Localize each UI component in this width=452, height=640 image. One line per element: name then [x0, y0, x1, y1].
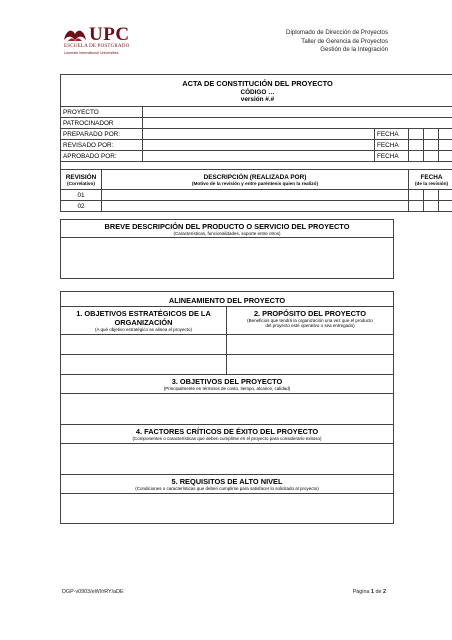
value-preparado[interactable]	[143, 129, 375, 140]
fecha-header-sub: (de la revisión)	[414, 180, 449, 186]
proposito-sub-a: (Beneficios que tendrá la organización una vez que el producto	[247, 318, 373, 323]
objetivos-estrategicos-field-1[interactable]	[61, 335, 227, 354]
fecha-revisado-y[interactable]	[439, 140, 452, 151]
breve-descripcion-title: BREVE DESCRIPCIÓN DEL PRODUCTO O SERVICIO DEL PROYECTO	[104, 222, 350, 231]
acta-version: versión #.#	[240, 95, 275, 103]
page-number: 1	[371, 589, 374, 595]
upc-logo-icon	[62, 26, 88, 44]
label-aprobado: APROBADO POR:	[61, 151, 143, 162]
proposito-sub-b: del proyecto esté operativo o sea entregado)	[265, 323, 355, 328]
fecha-aprobado-y[interactable]	[439, 151, 452, 162]
value-patrocinador[interactable]	[143, 118, 452, 129]
factores-criticos-title: 4. FACTORES CRÍTICOS DE ÉXITO DEL PROYECTO	[135, 427, 319, 436]
value-aprobado[interactable]	[143, 151, 375, 162]
page-label: Página	[352, 589, 370, 595]
breve-descripcion-field[interactable]	[61, 238, 393, 278]
alineamiento-title: ALINEAMIENTO DEL PROYECTO	[168, 296, 286, 305]
revision-02-desc[interactable]	[102, 201, 409, 212]
fecha-aprobado-m[interactable]	[424, 151, 439, 162]
objetivos-proyecto-title: 3. OBJETIVOS DEL PROYECTO	[171, 377, 283, 386]
fecha-preparado-d[interactable]	[409, 129, 424, 140]
label-preparado: PREPARADO POR:	[61, 129, 143, 140]
revision-01: 01	[61, 190, 102, 201]
revision-01-d[interactable]	[409, 190, 424, 201]
factores-criticos-sub: (Componentes o características que deben cumplirse en el proyecto para considerarlo exitoso)	[132, 436, 322, 441]
logo-text: UPC	[89, 24, 130, 45]
desc-header-cell	[102, 170, 409, 190]
rev-header-cell	[61, 170, 102, 190]
alineamiento-header	[61, 292, 393, 307]
page-indicator	[353, 589, 386, 595]
objetivos-estrategicos-header	[61, 307, 227, 334]
header-info	[286, 29, 388, 55]
header-line-2: Taller de Gerencia de Proyectos	[301, 37, 388, 45]
objetivos-proyecto-header	[61, 375, 393, 394]
fecha-revisado-m[interactable]	[424, 140, 439, 151]
fecha-aprobado-d[interactable]	[409, 151, 424, 162]
acta-table	[60, 74, 452, 212]
fecha-preparado-m[interactable]	[424, 129, 439, 140]
rev-header: REVISIÓN	[65, 173, 97, 181]
upc-logo	[62, 24, 142, 56]
header-line-3: Gestión de la Integración	[320, 46, 388, 54]
label-fecha-revisado: FECHA	[375, 140, 409, 151]
revision-01-y[interactable]	[439, 190, 452, 201]
label-patrocinador: PATROCINADOR	[61, 118, 143, 129]
desc-header: DESCRIPCIÓN (REALIZADA POR)	[203, 173, 307, 181]
objetivos-estrategicos-title-b: ORGANIZACIÓN	[114, 318, 173, 327]
alineamiento-cols-header	[61, 307, 393, 335]
label-proyecto: PROYECTO	[61, 107, 143, 118]
revision-02: 02	[61, 201, 102, 212]
acta-codigo: CÓDIGO …	[240, 88, 275, 96]
value-revisado[interactable]	[143, 140, 375, 151]
proposito-header	[227, 307, 393, 334]
objetivos-proyecto-field[interactable]	[61, 394, 393, 425]
factores-criticos-field[interactable]	[61, 444, 393, 475]
label-fecha-aprobado: FECHA	[375, 151, 409, 162]
rev-header-sub: (Correlativo)	[67, 180, 95, 186]
alineamiento-box	[60, 291, 394, 524]
alineamiento-row-1	[61, 335, 393, 355]
header-line-1: Diplomado de Dirección de Proyectos	[286, 29, 388, 36]
logo-subtitle: ESCUELA DE POSTGRADO	[64, 44, 130, 49]
objetivos-proyecto-sub: (Principalmente en términos de costo, tiempo, alcance, calidad)	[163, 386, 291, 391]
revision-02-d[interactable]	[409, 201, 424, 212]
spacer-row	[61, 162, 452, 170]
proposito-field-1[interactable]	[227, 335, 393, 354]
label-revisado: REVISADO POR:	[61, 140, 143, 151]
acta-title-cell	[61, 75, 452, 107]
factores-criticos-header	[61, 425, 393, 444]
requisitos-title: 5. REQUISITOS DE ALTO NIVEL	[171, 477, 283, 486]
requisitos-sub: (Condiciones o características que deben cumplirse para satisfacer lo solicitado al proyecto)	[135, 486, 319, 491]
proposito-title: 2. PROPÓSITO DEL PROYECTO	[253, 309, 367, 318]
breve-descripcion-header	[61, 220, 393, 238]
requisitos-header	[61, 475, 393, 494]
revision-01-m[interactable]	[424, 190, 439, 201]
fecha-preparado-y[interactable]	[439, 129, 452, 140]
fecha-header: FECHA	[420, 173, 443, 181]
document-code: DGP-v0903/eWl/rRY/aDE	[62, 589, 124, 595]
objetivos-estrategicos-field-2[interactable]	[61, 355, 227, 374]
page-de: de	[375, 589, 382, 595]
revision-02-m[interactable]	[424, 201, 439, 212]
fecha-revisado-d[interactable]	[409, 140, 424, 151]
proposito-field-2[interactable]	[227, 355, 393, 374]
alineamiento-row-2	[61, 355, 393, 375]
acta-title: ACTA DE CONSTITUCIÓN DEL PROYECTO	[182, 78, 333, 88]
objetivos-estrategicos-title-a: 1. OBJETIVOS ESTRATÉGICOS DE LA	[76, 309, 211, 318]
objetivos-estrategicos-sub: (A qué objetivo estratégico se alinea el proyecto)	[94, 327, 193, 332]
revision-01-desc[interactable]	[102, 190, 409, 201]
breve-descripcion-box	[60, 219, 394, 279]
breve-descripcion-sub: (Características, funcionalidades, soporte entre otros)	[173, 231, 281, 236]
page-total: 2	[383, 589, 386, 595]
value-proyecto[interactable]	[143, 107, 452, 118]
revision-02-y[interactable]	[439, 201, 452, 212]
label-fecha-preparado: FECHA	[375, 129, 409, 140]
logo-subtitle-2: Laureate International Universities	[64, 51, 119, 55]
desc-header-sub: (Motivo de la revisión y entre paréntesis quien la realizó)	[191, 180, 319, 186]
requisitos-field[interactable]	[61, 494, 393, 523]
fecha-header-cell	[409, 170, 452, 190]
